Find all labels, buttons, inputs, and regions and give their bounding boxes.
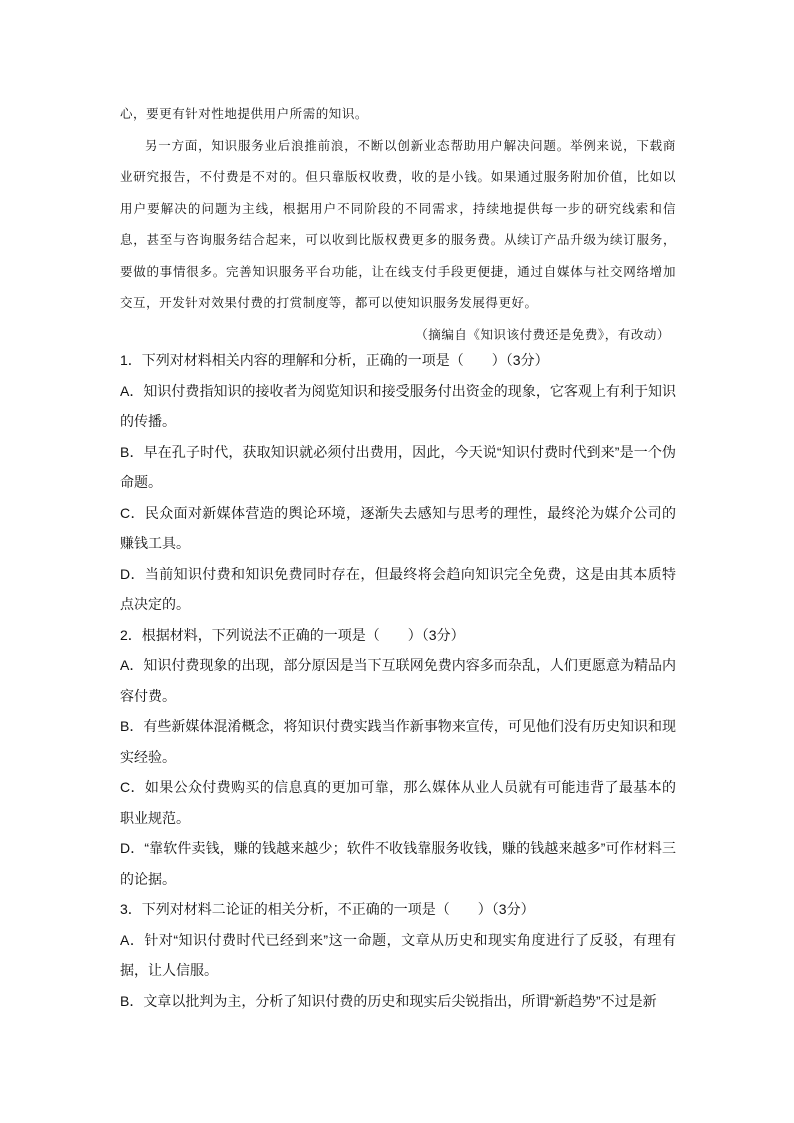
question-2-option-a: A．知识付费现象的出现，部分原因是当下互联网免费内容多而杂乱，人们更愿意为精品内容付费。 [120, 657, 676, 704]
passage-paragraph: 另一方面，知识服务业后浪推前浪，不断以创新业态帮助用户解决问题。举例来说，下载商业研究报告，不付费是不对的。但只靠版权收费，收的是小钱。如果通过服务附加价值，比如以用户要解决的问题为主线，根据用户不同阶段的不同需求，持续地提供每一步的研究线索和信息，甚至与咨询服务结合起来，可以收到比版权费更多的服务费。从续订产品升级为续订服务，要做的事情很多。完善知识服务平台功能，让在线支付手段更便捷，通过自媒体与社交网络增加交互，开发针对效果付费的打赏制度等，都可以使知识服务发展得更好。 [120, 137, 676, 310]
question-2-option-c: C．如果公众付费购买的信息真的更加可靠，那么媒体从业人员就有可能违背了最基本的职业规范。 [120, 779, 676, 826]
passage-continuation [120, 98, 676, 350]
question-1-option-a: A．知识付费指知识的接收者为阅览知识和接受服务付出资金的现象，它客观上有利于知识的传播。 [120, 382, 676, 429]
question-1-option-d: D．当前知识付费和知识免费同时存在，但最终将会趋向知识完全免费，这是由其本质特点决定的。 [120, 565, 676, 612]
question-2-stem: 2．根据材料，下列说法不正确的一项是（ ）（3分） [120, 626, 465, 643]
question-3-stem: 3．下列对材料二论证的相关分析，不正确的一项是（ ）（3分） [120, 901, 535, 917]
question-1-option-c: C．民众面对新媒体营造的舆论环境，逐渐失去感知与思考的理性，最终沦为媒介公司的赚钱工具。 [120, 504, 676, 551]
question-2-option-d: D．“靠软件卖钱，赚的钱越来越少；软件不收钱靠服务收钱，赚的钱越来越多”可作材料三的论据。 [120, 840, 676, 887]
questions-section [120, 345, 676, 1016]
passage-first-line: 心，要更有针对性地提供用户所需的知识。 [120, 106, 368, 121]
question-3-option-b: B．文章以批判为主，分析了知识付费的历史和现实后尖锐指出，所谓“新趋势”不过是新 [120, 992, 657, 1009]
question-3-option-a: A．针对“知识付费时代已经到来”这一命题，文章从历史和现实角度进行了反驳，有理有据，让人信服。 [120, 931, 676, 978]
question-1-option-b: B．早在孔子时代，获取知识就必须付出费用，因此，今天说“知识付费时代到来”是一个伪命题。 [120, 443, 676, 490]
passage-source-note: （摘编自《知识该付费还是免费》，有改动） [415, 326, 670, 342]
question-2-option-b: B．有些新媒体混淆概念，将知识付费实践当作新事物来宣传，可见他们没有历史知识和现实经验。 [120, 718, 676, 765]
question-1-stem: 1．下列对材料相关内容的理解和分析，正确的一项是（ ）（3分） [120, 352, 549, 368]
